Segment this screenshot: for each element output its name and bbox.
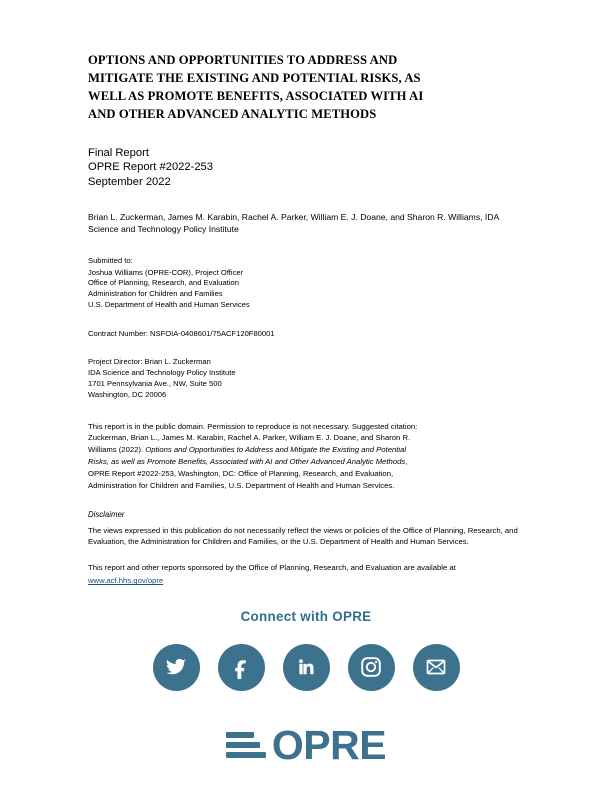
title-line-4: AND OTHER ADVANCED ANALYTIC METHODS [88, 106, 377, 121]
report-meta [88, 146, 524, 191]
citation-line-1: This report is in the public domain. Permission to reproduce is not necessary. Suggested citation: [88, 421, 418, 431]
submitted-to-line-4: U.S. Department of Health and Human Services [88, 300, 250, 310]
social-link-instagram[interactable] [348, 644, 395, 691]
reports-availability-note: This report and other reports sponsored by the Office of Planning, Research, and Evaluation are available at [88, 562, 456, 572]
citation-line-5: OPRE Report #2022-253, Washington, DC: Office of Planning, Research, and Evaluation, [88, 468, 394, 478]
citation-line-2: Zuckerman, Brian L., James M. Karabin, Rachel A. Parker, William E. J. Doane, and Sharon R. [88, 433, 411, 443]
title-line-2: MITIGATE THE EXISTING AND POTENTIAL RISKS, AS [88, 70, 421, 85]
twitter-icon [164, 655, 188, 679]
project-director-line-1: Project Director: Brian L. Zuckerman [88, 357, 211, 367]
social-link-newsletter[interactable] [413, 644, 460, 691]
reports-link-wrap [88, 575, 524, 587]
social-link-linkedin[interactable] [283, 644, 330, 691]
project-director-block [88, 357, 524, 400]
citation-line-4-plain: , [405, 457, 408, 467]
linkedin-icon [294, 655, 318, 679]
submitted-to-line-3: Administration for Children and Families [88, 289, 223, 299]
connect-with-opre-heading: Connect with OPRE [240, 608, 372, 624]
authors-line: Brian L. Zuckerman, James M. Karabin, Rachel A. Parker, William E. J. Doane, and Sharon R. Williams, IDA Science and Technology Policy Institute [88, 212, 499, 235]
opre-logo-text: OPRE [271, 721, 387, 768]
citation-line-3-plain: Williams (2022). [88, 445, 146, 455]
opre-logo [88, 721, 524, 768]
page-content [88, 52, 524, 766]
project-director-line-2: IDA Science and Technology Policy Institute [88, 368, 236, 378]
submitted-to-line-1: Joshua Williams (OPRE-COR), Project Officer [88, 267, 244, 277]
project-director-line-4: Washington, DC 20006 [88, 389, 167, 399]
report-number: OPRE Report #2022-253 [88, 161, 214, 174]
social-link-twitter[interactable] [153, 644, 200, 691]
report-date: September 2022 [88, 176, 171, 189]
submitted-to-label: Submitted to: [88, 255, 133, 265]
project-director-line-3: 1701 Pennsylvania Ave., NW, Suite 500 [88, 378, 222, 388]
citation-line-6: Administration for Children and Families, U.S. Department of Health and Human Services. [88, 480, 395, 490]
opre-logo-bars-icon [226, 732, 266, 758]
citation-line-3-italic: Options and Opportunities to Address and Mitigate the Existing and Potential [145, 445, 407, 455]
instagram-icon [359, 655, 383, 679]
citation-line-4 [88, 456, 524, 468]
report-type: Final Report [88, 146, 149, 159]
submitted-to-block [88, 256, 524, 311]
submitted-to-line-2: Office of Planning, Research, and Evaluation [88, 278, 239, 288]
title-line-1: OPTIONS AND OPPORTUNITIES TO ADDRESS AND [88, 53, 398, 67]
disclaimer-heading: Disclaimer [88, 509, 125, 519]
social-links-row [88, 644, 524, 691]
social-link-facebook[interactable] [218, 644, 265, 691]
citation-block [88, 421, 524, 492]
citation-line-3 [88, 444, 524, 456]
facebook-icon [229, 655, 253, 679]
disclaimer-body: The views expressed in this publication do not necessarily reflect the views or policies of the Office of Planning, Research, and Evaluation, the Administration for Children and Families, or the U.S. Department of Health and Human Services. [88, 525, 518, 547]
opre-website-link[interactable]: www.acf.hhs.gov/opre [88, 576, 164, 586]
contract-number: Contract Number: NSFOIA-0408601/75ACF120F80001 [88, 328, 275, 338]
page-title [88, 52, 524, 124]
title-line-3: WELL AS PROMOTE BENEFITS, ASSOCIATED WITH AI [88, 88, 424, 103]
citation-line-4-italic: Risks, as well as Promote Benefits, Associated with AI and Other Advanced Analytic Methods [88, 457, 406, 467]
newsletter-icon [424, 655, 448, 679]
